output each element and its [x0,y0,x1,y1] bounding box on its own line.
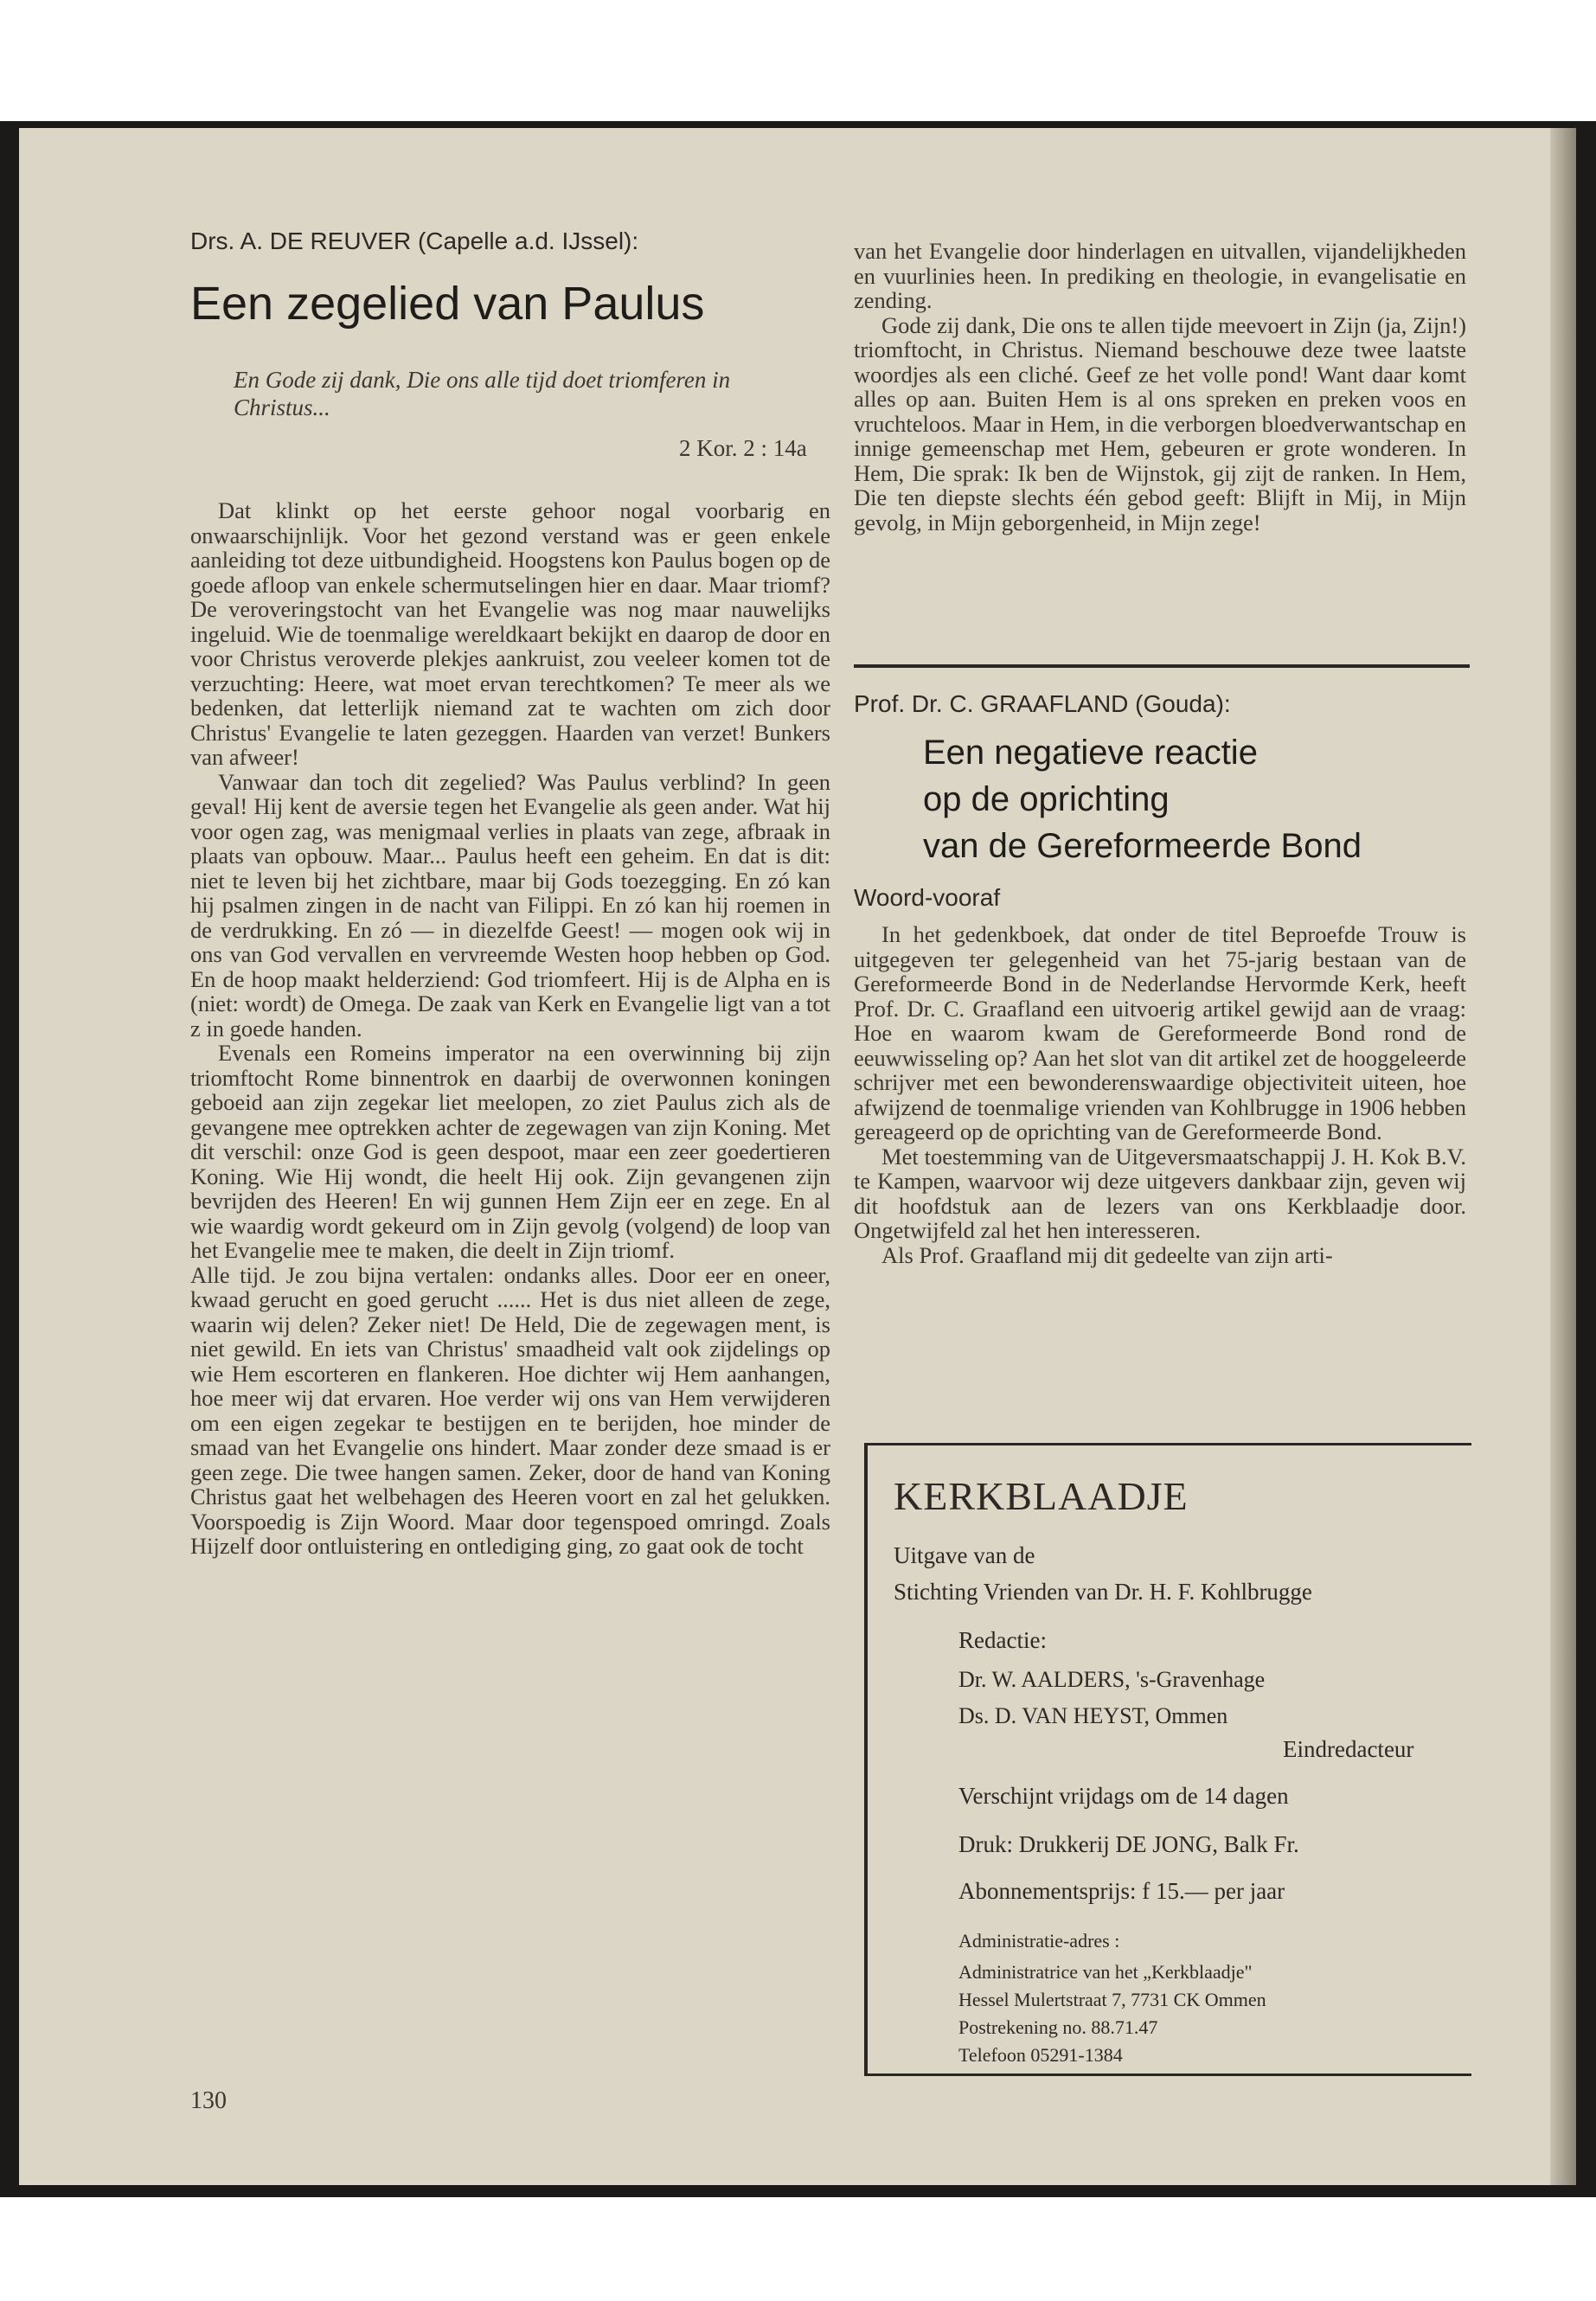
article-body [854,922,1466,1267]
admin-line: Hessel Mulertstraat 7, 7731 CK Ommen [958,1989,1266,2010]
article-body [190,498,830,1559]
printer-line: Druk: Drukkerij DE JONG, Balk Fr. [958,1831,1299,1857]
editor-role: Eindredacteur [1283,1736,1414,1762]
article-byline: Drs. A. DE REUVER (Capelle a.d. IJssel): [190,228,639,254]
publisher-name: Stichting Vrienden van Dr. H. F. Kohlbrugge [894,1579,1312,1605]
admin-line: Administratrice van het „Kerkblaadje" [958,1961,1253,1983]
page-number: 130 [190,2087,227,2114]
title-line: Een negatieve reactie [923,734,1258,772]
paragraph: In het gedenkboek, dat onder de titel Beproefde Trouw is uitgegeven ter gelegenheid van het 75-jarig bestaan van de Gereformeerde Bond in de Nederlandse Hervormde Kerk, heeft Prof. Dr. C. Graafland een uitvoerig artikel gewijd aan de vraag: Hoe en waarom kwam de Gereformeerde Bond rond de eeuwwisseling op? Aan het slot van dit artikel zet de hooggeleerde schrijver met een bewonderenswaardige objectiviteit uiteen, hoe afwijzend de toenmalige vrienden van Kohlbrugge in 1906 hebben gereageerd op de oprichting van de Gereformeerde Bond. [854,921,1466,1144]
section-divider [854,664,1470,668]
article-title: Een zegelied van Paulus [190,278,705,330]
admin-line: Telefoon 05291-1384 [958,2044,1123,2066]
admin-label: Administratie-adres : [958,1930,1120,1952]
paragraph: van het Evangelie door hinderlagen en uitvallen, vijandelijkheden en vuurlinies heen. In prediking en theologie, in evangelisatie en zending. [854,238,1466,313]
frequency-line: Verschijnt vrijdags om de 14 dagen [958,1783,1289,1809]
paragraph: Gode zij dank, Die ons te allen tijde meevoert in Zijn (ja, Zijn!) triomftocht, in Christus. Niemand beschouwe deze twee laatste woordjes als een cliché. Geef ze het volle pond! Want daar komt alles op aan. Buiten Hem is al ons spreken en preken voos en vruchteloos. Maar in Hem, in die verborgen bloedverwantschap en innige gemeenschap met Hem, gebeuren er grote wonderen. In Hem, Die sprak: Ik ben de Wijnstok, gij zijt de ranken. In Hem, Die ten diepste slechts één gebod geeft: Blijft in Mij, in Mijn gevolg, in Mijn geborgenheid, in Mijn zege! [854,311,1466,535]
magazine-page [19,128,1550,2185]
paragraph: Evenals een Romeins imperator na een overwinning bij zijn triomftocht Rome binnentrok en daarbij de overwonnen koningen geboeid aan zijn zegekar liet meelopen, zo ziet Paulus zich als de gevangene mee optrekken achter de zegewagen van zijn Koning. Met dit verschil: onze God is geen despoot, maar een zeer goedertieren Koning. Wie Hij wondt, die heelt Hij ook. Zijn gevangenen zijn bevrijden des Heeren! En wij gunnen Hem Zijn eer en zege. En al wie waardig wordt gekeurd om in Zijn gevolg (volgend) de loop van het Evangelie mee te maken, die deelt in Zijn triomf. [190,1040,830,1263]
section-subheading: Woord-vooraf [854,884,1001,911]
publisher-line: Uitgave van de [894,1542,1035,1568]
subscription-line: Abonnementsprijs: f 15.— per jaar [958,1878,1285,1904]
title-line: op de oprichting [923,780,1170,818]
editor-line: Ds. D. VAN HEYST, Ommen [958,1703,1228,1728]
editor-line: Dr. W. AALDERS, 's-Gravenhage [958,1667,1266,1692]
article-title [923,729,1362,869]
colophon-title: KERKBLAADJE [894,1474,1189,1518]
paragraph: Dat klinkt op het eerste gehoor nogal voorbarig en onwaarschijnlijk. Voor het gezond verstand was er geen enkele aanleiding tot deze uitbundigheid. Hoogstens kon Paulus bogen op de goede afloop van enkele schermutselingen hier en daar. Maar triomf? De veroveringstocht van het Evangelie was nog maar nauwelijks ingeluid. Wie de toenmalige wereldkaart bekijkt en daarop de door en voor Christus veroverde plekjes aankruist, zou veeleer komen tot de verzuchting: Heere, wat moet ervan terechtkomen? Te meer als we bedenken, dat letterlijk niemand zat te wachten om zich door Christus' Evangelie te laten gezeggen. Haarden van verzet! Bunkers van afweer! [190,497,830,770]
editors-label: Redactie: [958,1627,1047,1653]
colophon-box [864,1443,1471,2076]
paragraph: Alle tijd. Je zou bijna vertalen: ondanks alles. Door eer en oneer, kwaad gerucht en goed gerucht ...... Het is dus niet alleen de zege, waarin wij delen? Zeker niet! De Held, Die de zegewagen ment, is niet gewild. En iets van Christus' smaadheid valt ook zijdelings op wie Hem escorteren en flankeren. Hoe dichter wij Hem aanhangen, hoe meer wij dat ervaren. Hoe verder wij ons van Hem verwijderen om een eigen zegekar te bestijgen en te berijden, hoe minder de smaad van het Evangelie ons hindert. Maar zonder deze smaad is er geen zege. Die twee hangen samen. Zeker, door de hand van Koning Christus gaat het welbehagen des Heeren voort en zal het gelukken. Voorspoedig is Zijn Woord. Maar door tegenspoed omringd. Zoals Hijzelf door ontluistering en ontlediging ging, zo gaat ook de tocht [190,1261,830,1559]
paragraph: Met toestemming van de Uitgeversmaatschappij J. H. Kok B.V. te Kampen, waarvoor wij deze uitgevers dankbaar zijn, geven wij dit hoofdstuk aan de lezers van ons Kerkblaadje door. Ongetwijfeld zal het hen interesseren. [854,1143,1466,1243]
admin-line: Postrekening no. 88.71.47 [958,2016,1158,2038]
continued-text [854,239,1466,535]
motto-reference: 2 Kor. 2 : 14a [679,435,807,461]
article-byline: Prof. Dr. C. GRAAFLAND (Gouda): [854,690,1231,717]
paragraph: Als Prof. Graafland mij dit gedeelte van zijn arti- [881,1241,1333,1268]
paragraph: Vanwaar dan toch dit zegelied? Was Paulus verblind? In geen geval! Hij kent de aversie tegen het Evangelie als geen ander. Wat hij voor ogen zag, was menigmaal verlies in plaats van zege, afbraak in plaats van opbouw. Maar... Paulus heeft een geheim. En dat is dit: niet te leven bij het zichtbare, maar bij Gods toezegging. En zó kan hij psalmen zingen in de nacht van Filippi. En zó kan hij roemen in de verdrukking. En zó — in diezelfde Geest! — mogen ook wij in ons van God vervallen en vervreemde Westen hoop hebben op God. En de hoop maakt helderziend: God triomfeert. Hij is de Alpha en is (niet: wordt) de Omega. De zaak van Kerk en Evangelie ligt van a tot z in goede handen. [190,768,830,1042]
title-line: van de Gereformeerde Bond [923,827,1362,865]
motto: En Gode zij dank, Die ons alle tijd doet triomferen in Christus... [234,367,731,420]
page-edge [1550,128,1576,2185]
